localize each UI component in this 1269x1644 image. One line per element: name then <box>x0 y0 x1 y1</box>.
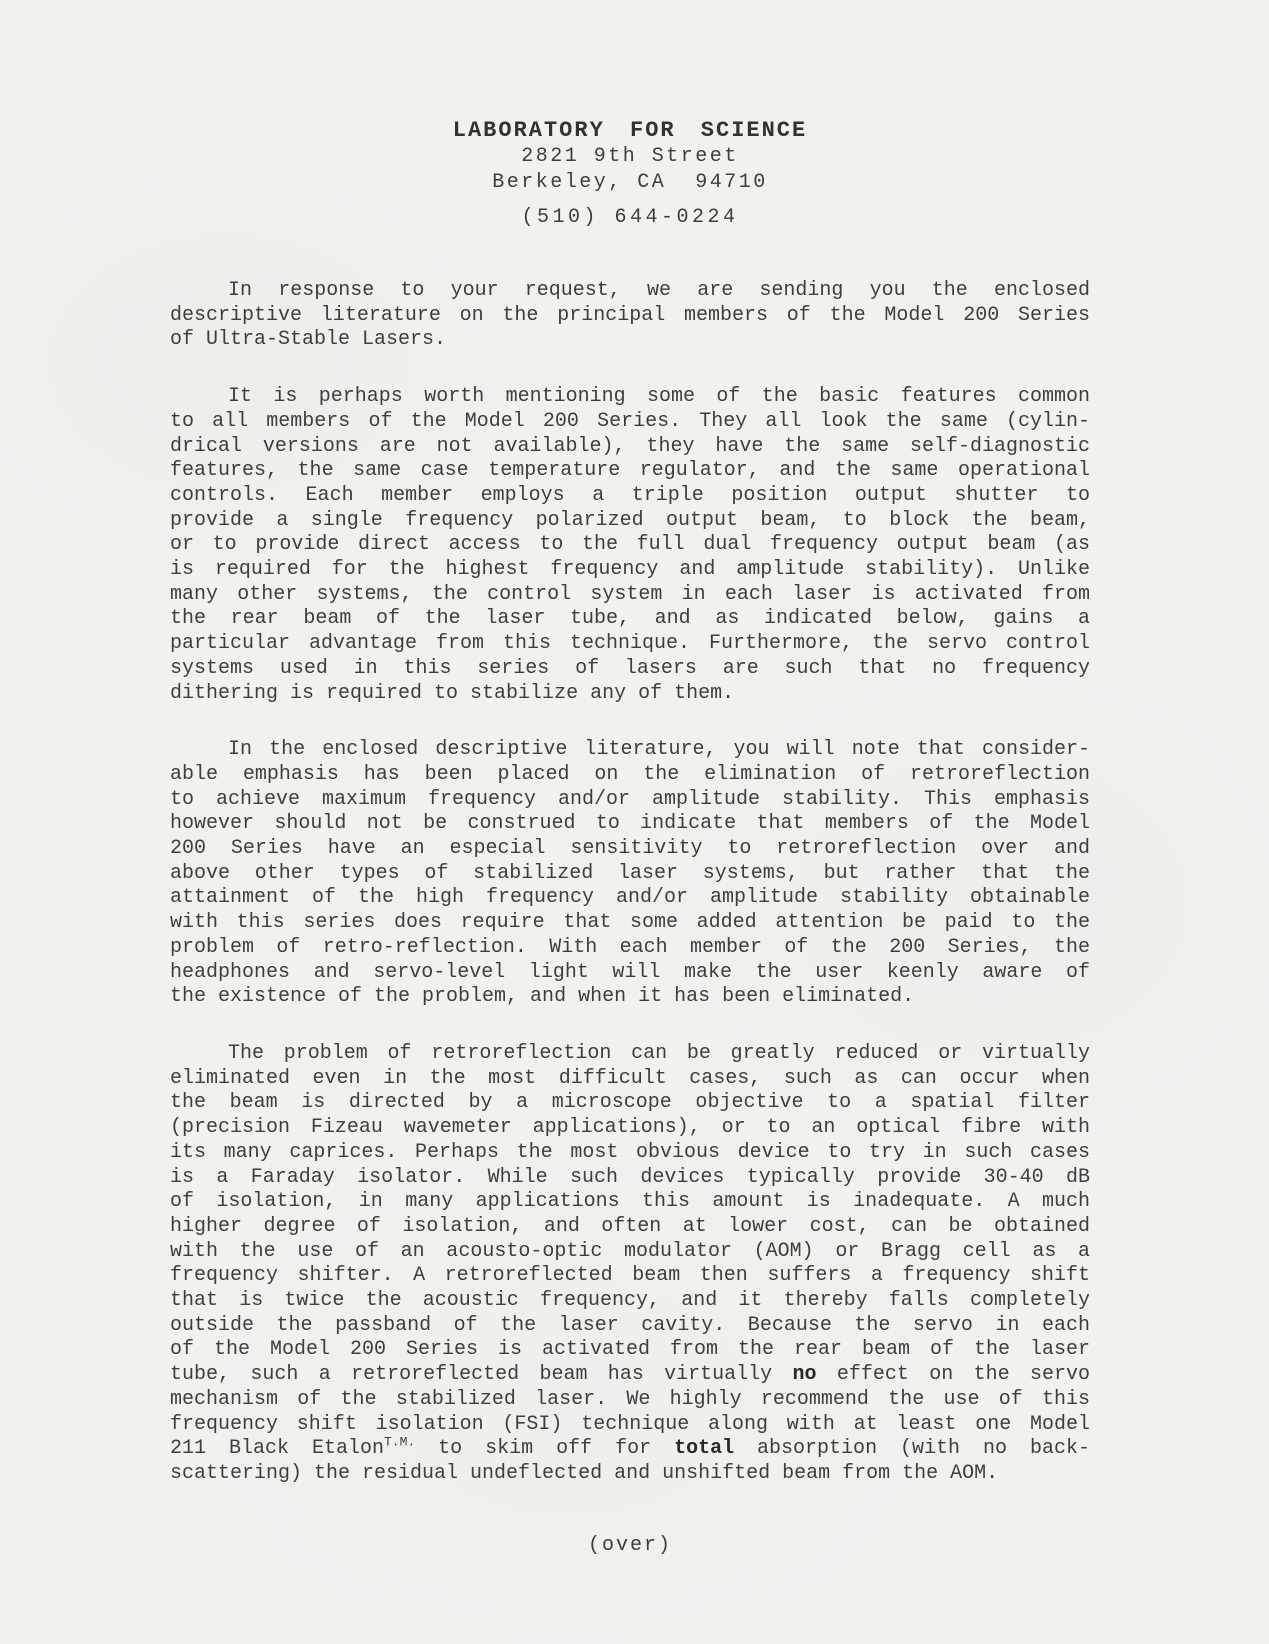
text-line: above other types of stabilized laser systems, but rather that the <box>170 861 1090 885</box>
text-line: controls. Each member employs a triple position output shutter to <box>170 483 1090 507</box>
text-line: tube, such a retroreflected beam has virtually no effect on the servo <box>170 1363 1090 1387</box>
trademark-superscript: T.M. <box>383 1434 416 1450</box>
letter-footer <box>170 1533 1090 1558</box>
text-line: to achieve maximum frequency and/or amplitude stability. This emphasis <box>170 787 1090 811</box>
bold-text: total <box>674 1437 735 1461</box>
over-label: (over) <box>587 1533 672 1557</box>
text-line: to all members of the Model 200 Series. They all look the same (cylin- <box>170 409 1090 433</box>
text-line: problem of retro-reflection. With each member of the 200 Series, the <box>170 935 1090 959</box>
text-line: its many caprices. Perhaps the most obvious device to try in such cases <box>170 1140 1090 1164</box>
text-line: or to provide direct access to the full dual frequency output beam (as <box>170 533 1090 557</box>
paragraph <box>170 1042 1090 1487</box>
text-line: particular advantage from this technique. Furthermore, the servo control <box>170 632 1090 656</box>
text-line: The problem of retroreflection can be greatly reduced or virtually <box>228 1041 1090 1065</box>
text-line: is a Faraday isolator. While such devices typically provide 30-40 dB <box>170 1165 1090 1189</box>
org-name: LABORATORY FOR SCIENCE <box>452 118 808 143</box>
text-line: able emphasis has been placed on the elimination of retroreflection <box>170 762 1090 786</box>
text-line: is required for the highest frequency and amplitude stability). Unlike <box>170 558 1090 582</box>
text-line: of isolation, in many applications this amount is inadequate. A much <box>170 1190 1090 1214</box>
text-line: 211 Black Etalon$^{T.M.}$ to skim off for total absorption (with no back- <box>170 1434 1090 1461</box>
text-line: dithering is required to stabilize any of them. <box>170 681 735 705</box>
address-line-1: 2821 9th Street <box>521 145 739 168</box>
text-line: the rear beam of the laser tube, and as indicated below, gains a <box>170 607 1090 631</box>
text-line: headphones and servo-level light will make the user keenly aware of <box>170 960 1090 984</box>
text-line: systems used in this series of lasers are such that no frequency <box>170 656 1090 680</box>
text-line: descriptive literature on the principal members of the Model 200 Series <box>170 303 1090 327</box>
letter-body <box>170 279 1090 1487</box>
text-line: In the enclosed descriptive literature, you will note that consider- <box>228 738 1090 762</box>
text-line: the beam is directed by a microscope objective to a spatial filter <box>170 1091 1090 1115</box>
address-line-2: Berkeley, CA 94710 <box>492 171 768 194</box>
text-line: outside the passband of the laser cavity. Because the servo in each <box>170 1313 1090 1337</box>
text-line: frequency shifter. A retroreflected beam then suffers a frequency shift <box>170 1264 1090 1288</box>
text-line: It is perhaps worth mentioning some of the basic features common <box>228 385 1090 409</box>
text-line: scattering) the residual undeflected and unshifted beam from the AOM. <box>170 1461 999 1485</box>
text-line: drical versions are not available), they have the same self-diagnostic <box>170 434 1090 458</box>
text-line: mechanism of the stabilized laser. We highly recommend the use of this <box>170 1387 1090 1411</box>
text-line: 200 Series have an especial sensitivity to retroreflection over and <box>170 837 1090 861</box>
text-line: of Ultra-Stable Lasers. <box>170 328 447 352</box>
text-line: frequency shift isolation (FSI) technique along with at least one Model <box>170 1412 1090 1436</box>
text-line: with this series does require that some added attention be paid to the <box>170 911 1090 935</box>
text-line: that is twice the acoustic frequency, and it thereby falls completely <box>170 1289 1090 1313</box>
letterhead <box>170 0 1090 231</box>
bold-text: no <box>792 1363 817 1387</box>
text-line: provide a single frequency polarized output beam, to block the beam, <box>170 508 1090 532</box>
text-line: higher degree of isolation, and often at lower cost, can be obtained <box>170 1214 1090 1238</box>
text-line: features, the same case temperature regulator, and the same operational <box>170 459 1090 483</box>
text-line: eliminated even in the most difficult cases, such as can occur when <box>170 1066 1090 1090</box>
text-line: of the Model 200 Series is activated from the rear beam of the laser <box>170 1338 1090 1362</box>
text-line: the existence of the problem, and when it has been eliminated. <box>170 985 915 1009</box>
text-line: however should not be construed to indicate that members of the Model <box>170 812 1090 836</box>
paragraph <box>170 385 1090 706</box>
text-line: with the use of an acousto-optic modulator (AOM) or Bragg cell as a <box>170 1239 1090 1263</box>
text-line: many other systems, the control system in each laser is activated from <box>170 582 1090 606</box>
text-line: (precision Fizeau wavemeter applications), or to an optical fibre with <box>170 1116 1090 1140</box>
paragraph <box>170 738 1090 1010</box>
paragraph <box>170 279 1090 353</box>
phone-number: (510) 644-0224 <box>521 206 739 229</box>
text-line: attainment of the high frequency and/or amplitude stability obtainable <box>170 886 1090 910</box>
text-line: In response to your request, we are sending you the enclosed <box>228 279 1090 302</box>
